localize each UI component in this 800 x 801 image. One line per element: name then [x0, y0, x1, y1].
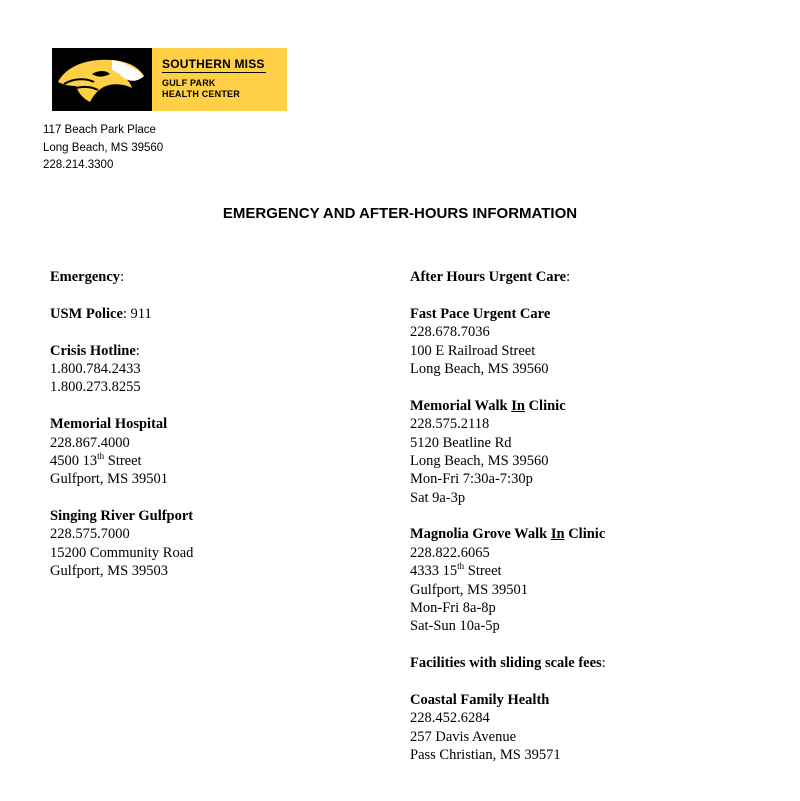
logo-title: SOUTHERN MISS [162, 57, 265, 71]
name-part: Clinic [564, 526, 606, 543]
memorial-hospital-name: Memorial Hospital [50, 416, 168, 433]
coastal-family-health-city: Pass Christian, MS 39571 [410, 747, 561, 764]
crisis-hotline-colon: : [135, 342, 140, 359]
spacer [410, 673, 606, 691]
spacer [410, 286, 606, 304]
singing-river-city: Gulfport, MS 39503 [50, 563, 169, 580]
memorial-walk-in-hours-1: Mon-Fri 7:30a-7:30p [410, 471, 533, 488]
street-number: 4333 15 [410, 563, 458, 580]
address-line-1: 117 Beach Park Place [43, 124, 156, 136]
memorial-hospital-street [50, 452, 193, 470]
after-hours-heading [410, 268, 606, 286]
ordinal-suffix: th [457, 561, 465, 572]
ordinal-suffix: th [97, 451, 105, 462]
emergency-heading-text: Emergency [50, 269, 121, 285]
name-part: Memorial Walk [410, 397, 512, 414]
address-line-2: Long Beach, MS 39560 [43, 141, 164, 154]
singing-river-phone: 228.575.7000 [50, 526, 130, 543]
logo-divider [162, 72, 266, 73]
name-underlined-part: In [511, 397, 525, 414]
coastal-family-health-name: Coastal Family Health [410, 691, 550, 708]
street-name: Street [464, 563, 502, 580]
usm-police-value: : 911 [122, 305, 152, 322]
spacer [50, 397, 193, 415]
spacer [50, 286, 193, 304]
fast-pace-phone: 228.678.7036 [410, 324, 490, 341]
logo-subtitle-1: GULF PARK [162, 78, 216, 88]
southern-miss-logo [52, 48, 287, 111]
logo-subtitle-2: HEALTH CENTER [162, 89, 240, 99]
crisis-hotline-label: Crisis Hotline [50, 342, 136, 359]
magnolia-grove-name [410, 525, 606, 543]
street-name: Street [104, 452, 142, 469]
magnolia-grove-hours-1: Mon-Fri 8a-8p [410, 600, 496, 617]
fast-pace-name: Fast Pace Urgent Care [410, 305, 551, 322]
eagle-head-icon [52, 48, 152, 111]
crisis-phone-2: 1.800.273.8255 [50, 379, 141, 396]
logo-wordmark [152, 48, 287, 111]
spacer [410, 636, 606, 654]
crisis-phone-1: 1.800.784.2433 [50, 360, 141, 377]
after-hours-heading-text: After Hours Urgent Care [410, 269, 567, 285]
singing-river-name: Singing River Gulfport [50, 508, 194, 525]
emergency-heading-colon: : [120, 269, 125, 285]
magnolia-grove-street [410, 562, 606, 580]
memorial-walk-in-street: 5120 Beatline Rd [410, 434, 512, 451]
spacer [50, 489, 193, 507]
usm-police-line [50, 305, 193, 323]
coastal-family-health-street: 257 Davis Avenue [410, 728, 517, 745]
sliding-scale-heading-colon: : [601, 655, 606, 672]
magnolia-grove-phone: 228.822.6065 [410, 544, 490, 561]
usm-police-label: USM Police [50, 305, 123, 322]
after-hours-heading-colon: : [566, 269, 571, 285]
document-title: EMERGENCY AND AFTER-HOURS INFORMATION [222, 205, 578, 222]
sliding-scale-heading [410, 654, 606, 672]
fast-pace-street: 100 E Railroad Street [410, 342, 536, 359]
spacer [410, 507, 606, 525]
memorial-hospital-city: Gulfport, MS 39501 [50, 471, 169, 488]
sliding-scale-heading-text: Facilities with sliding scale fees [410, 655, 602, 672]
emergency-column [50, 268, 193, 581]
street-number: 4500 13 [50, 452, 98, 469]
magnolia-grove-city: Gulfport, MS 39501 [410, 581, 529, 598]
memorial-hospital-phone: 228.867.4000 [50, 434, 130, 451]
address-phone: 228.214.3300 [43, 159, 114, 171]
name-underlined-part: In [550, 526, 565, 543]
spacer [50, 323, 193, 341]
memorial-walk-in-name [410, 397, 606, 415]
address-block [43, 122, 163, 175]
spacer [410, 378, 606, 396]
memorial-walk-in-phone: 228.575.2118 [410, 416, 490, 433]
fast-pace-city: Long Beach, MS 39560 [410, 360, 549, 377]
name-part: Clinic [524, 397, 566, 414]
after-hours-column [410, 268, 606, 765]
name-part: Magnolia Grove Walk [410, 526, 551, 543]
singing-river-street: 15200 Community Road [50, 544, 194, 561]
memorial-walk-in-city: Long Beach, MS 39560 [410, 452, 549, 469]
coastal-family-health-phone: 228.452.6284 [410, 710, 490, 727]
eagle-mascot-icon [52, 48, 152, 111]
memorial-walk-in-hours-2: Sat 9a-3p [410, 489, 466, 506]
emergency-heading [50, 268, 193, 286]
crisis-hotline-heading [50, 342, 193, 360]
magnolia-grove-hours-2: Sat-Sun 10a-5p [410, 618, 500, 635]
